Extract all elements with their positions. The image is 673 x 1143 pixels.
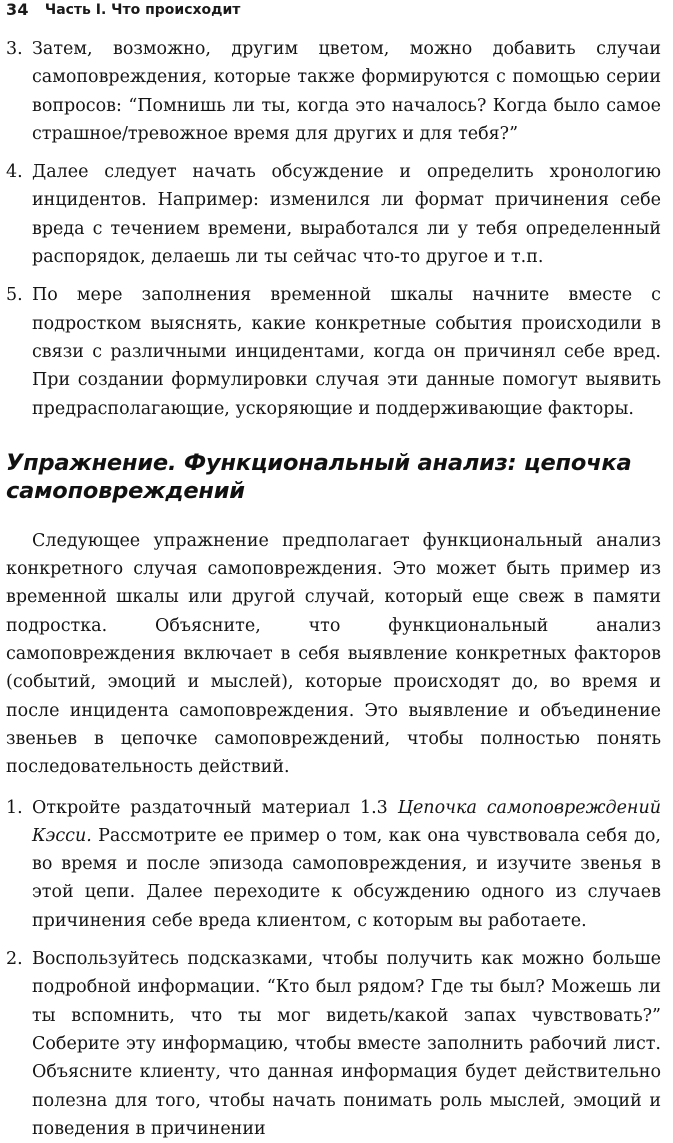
list-item-number: 3. [6, 39, 23, 59]
list-item-number: 1. [6, 797, 23, 818]
list-item-number: 4. [6, 162, 23, 183]
list-item-text [32, 794, 661, 935]
list-item [6, 945, 661, 1143]
list-item-text-start: Откройте раздаточный материал 1.3 [32, 797, 398, 818]
intro-paragraph: Следующее упражнение предполагает функциональный анализ конкретного случая самоповреждения. Это может быть пример из временной шкалы или другой случай, который еще свеж в памяти подростка. Объясните, что функциональный анализ самоповреждения включает в себя выявление конкретных факторов (событий, эмоций и мыслей), которые происходят до, во время и после инцидента самоповреждения. Это выявление и объединение звеньев в цепочке самоповреждений, чтобы полностью понять последовательность действий. [6, 530, 661, 778]
handout-title: Цепочка самоповреждений Кэсси. [32, 797, 661, 846]
list-item-number: 2. [6, 949, 23, 970]
list-item-number: 5. [6, 285, 23, 306]
list-item-text: Далее следует начать обсуждение и определить хронологию инцидентов. Например: изменился ли формат причинения себе вреда с течением времени, выработался ли у тебя определенный распорядок, делаешь ли ты сейчас что-то другое и т.п. [32, 162, 661, 268]
list-item [6, 35, 661, 148]
numbered-list-top [6, 35, 661, 423]
list-item [6, 794, 661, 935]
list-item [6, 281, 661, 422]
running-header [6, 0, 661, 19]
list-item-text-end: Рассмотрите ее пример о том, как она чувствовала себя до, во время и после эпизода самоповреждения, и изучите звенья в этой цепи. Далее переходите к обсуждению одного из случаев причинения себе вреда клиентом, с которым вы работаете. [32, 825, 661, 931]
running-header-title: Часть I. Что происходит [44, 2, 241, 18]
page-number: 34 [6, 0, 29, 19]
section-heading: Упражнение. Функциональный анализ: цепочка самоповреждений [6, 449, 632, 504]
list-item-text: Воспользуйтесь подсказками, чтобы получить как можно больше подробной информации. “Кто был рядом? Где ты был? Можешь ли ты вспомнить, что ты мог видеть/какой запах чувствовать?” Соберите эту информацию, чтобы вместе заполнить рабочий лист. Объясните клиенту, что данная информация будет действительно полезна для того, чтобы начать понимать роль мыслей, эмоций и поведения в причинении [32, 949, 661, 1139]
list-item-text: По мере заполнения временной шкалы начните вместе с подростком выяснять, какие конкретные события происходили в связи с различными инцидентами, когда он причинял себе вред. При создании формулировки случая эти данные помогут выявить предрасполагающие, ускоряющие и поддерживающие факторы. [32, 285, 661, 419]
list-item [6, 158, 661, 271]
numbered-list-bottom [6, 794, 661, 1143]
list-item-text: Затем, возможно, другим цветом, можно добавить случаи самоповреждения, которые также формируются с помощью серии вопросов: “Помнишь ли ты, когда это началось? Когда было самое страшное/тревожное время для других и для тебя?” [32, 39, 661, 144]
